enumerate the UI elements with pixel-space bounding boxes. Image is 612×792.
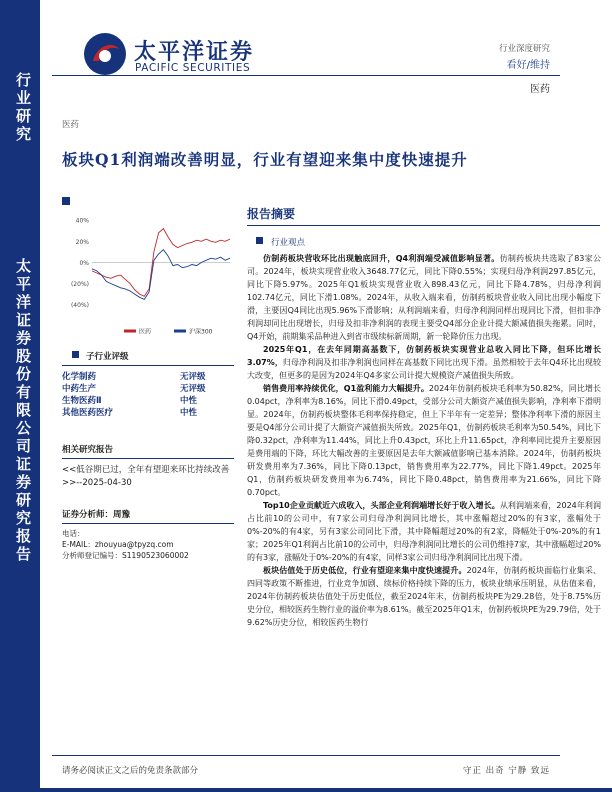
legend-swatch <box>174 330 186 333</box>
analyst-email[interactable]: E-MAIL：zhouyua@tpyzq.com <box>62 540 174 549</box>
paragraph-lead: 板块估值处于历史低位，行业有望迎来集中度快速提升。 <box>263 566 467 575</box>
ratings-table <box>62 371 234 419</box>
table-row <box>62 371 234 383</box>
company-logo <box>82 31 272 77</box>
legend-label: 沪深300 <box>189 328 213 336</box>
summary-body <box>247 252 601 629</box>
summary-heading: 报告摘要 <box>247 207 296 221</box>
table-row <box>62 407 234 419</box>
y-tick-label: 20% <box>75 238 89 246</box>
subsector-rating: 中性 <box>180 396 198 406</box>
footer-divider <box>52 755 560 756</box>
analyst-info <box>62 528 234 561</box>
paragraph-lead: 仿制药板块营收环比出现触底回升，Q4利润端受减值影响显著。 <box>263 254 500 263</box>
paragraph-lead: 2025年Q1，在去年同期高基数下，仿制药板块实现营业总收入同比下降，但环比增长3.07%， <box>247 345 601 367</box>
chart-marker-icon <box>62 197 70 205</box>
logo-en: PACIFIC SECURITIES <box>135 62 251 74</box>
y-tick-label: 40% <box>75 217 89 225</box>
paragraph-text: 仿制药板块共选取了83家公司。2024年，板块实现营业收入3648.77亿元，同比下降0.55%；实现归母净利润297.85亿元，同比下降5.97%。2025年Q1板块实现营业收入898.43亿元，同比下降4.78%，归母净利润102.74亿元，同比下滑1.08%。2024年，从收入端来看，仿制药板块营业收入同比出现小幅度下滑，主要因Q4同比出现5.96%下滑影响；从利润端来看，归母净利润同样出现同比下滑，但扣非净利润却同比出现增长，归母及扣非净利润的表现主要受Q4部分企业计提大额减值损失拖累。同时，Q4开始，前期集采品种进入到省市级续标新周期，新一轮降价压力出现。 <box>247 254 601 341</box>
legend-label: 医药 <box>139 328 152 336</box>
footer-disclaimer: 请务必阅读正文之后的免责条款部分 <box>62 766 199 776</box>
industry-rating: 看好/维持 <box>506 60 550 71</box>
legend-swatch <box>124 330 136 333</box>
section-square-icon <box>256 237 263 244</box>
summary-paragraph <box>247 252 601 343</box>
subsector-name: 生物医药Ⅱ <box>62 396 102 406</box>
paragraph-text: 从利润端来看，2024年利润占比前10的公司中，有7家公司归母净利润同比增长，其中涨幅超过20%的有3家，涨幅处于0%-20%的有4家，另有3家公司同比下滑，其中降幅超过20%的有2家，降幅处于0%-20%的有1家；2025年Q1利润占比前10的公司中，归母净利润同比增长的公司仍维持7家，其中涨幅超过20%的有3家，涨幅处于0%-20%的有4家，同样3家公司归母净利润同比出现下滑。 <box>247 501 601 562</box>
subsector-rating: 无评级 <box>180 384 206 394</box>
analyst-phone: 电话： <box>62 529 85 538</box>
analyst-heading: 证券分析师：周豫 <box>62 510 131 520</box>
report-type: 行业深度研究 <box>498 44 550 54</box>
subsector-name: 其他医药医疗 <box>62 408 114 418</box>
section-square-icon <box>72 351 79 358</box>
header-sector: 医药 <box>530 84 550 95</box>
series-line-1 <box>92 250 230 300</box>
summary-paragraph <box>247 564 601 629</box>
analyst-license: 分析师登记编号：S1190523060002 <box>62 551 189 560</box>
analyst-divider <box>62 523 234 524</box>
y-tick-label: 0% <box>79 259 89 267</box>
subsector-rating: 中性 <box>180 408 198 418</box>
related-report-link[interactable]: <<低谷期已过，全年有望迎来环比持续改善>>--2025-04-30 <box>62 465 230 488</box>
summary-divider <box>247 225 600 226</box>
footer-motto: 守正 出奇 宁静 致远 <box>462 766 550 776</box>
view-heading: 行业观点 <box>271 238 306 248</box>
summary-paragraph <box>247 382 601 499</box>
paragraph-lead: 销售费用率持续优化，Q1盈利能力大幅提升。 <box>263 384 429 393</box>
sector-label: 医药 <box>62 120 80 130</box>
y-tick-label: (20%) <box>70 281 89 289</box>
sidebar-bottom-text: 太平洋证券股份有限公司证券研究报告 <box>14 258 32 564</box>
subsector-name: 化学制药 <box>62 372 97 382</box>
footer-bar <box>0 788 612 792</box>
paragraph-text: 2024年，仿制药板块面临行业集采、四同等政策不断推进，行业竞争加剧、续标价格持续下降的压力，板块业绩承压明显，从估值来看，2024年仿制药板块估值处于历史低位，截至2024年末，仿制药板块PE为29.28倍，处于8.75%历史分位，相较医药生物行业的溢价率为8.61%。截至2025年Q1末，仿制药板块PE为29.79倍，处于9.62%历史分位，相较医药生物行 <box>247 566 602 627</box>
y-tick-label: (40%) <box>70 302 89 310</box>
sidebar <box>0 0 40 792</box>
summary-paragraph <box>247 343 601 382</box>
subsector-name: 中药生产 <box>62 384 97 394</box>
ratings-divider <box>62 365 234 366</box>
performance-chart <box>62 210 234 345</box>
paragraph-text: 2024年仿制药板块毛利率为50.82%，同比增长0.04pct，净利率为8.16%，同比下滑0.49pct，受部分公司大额资产减值损失影响，净利率下滑明显。2024年，仿制药板块整体毛利率保持稳定，但上下半年有一定差异；整体净利率下滑的原因主要是Q4部分公司计提了大额资产减值损失所致。2025年Q1，仿制药板块毛利率为50.54%，同比下降0.32pct，净利率为11.44%，同比上升0.43pct，环比上升11.65pct，净利率同比提升主要原因是费用端的下降，环比大幅改善的主要原因是去年大额减值影响已基本消除。2024年，仿制药板块研发费用率为7.36%，同比下降0.13pct，销售费用率为22.77%，同比下降1.49pct。2025年Q1，仿制药板块研发费用率为6.74%，同比下降0.48pct，销售费用率为21.66%，同比下降0.70pct。 <box>247 384 601 497</box>
logo-cn: 太平洋证券 <box>134 40 255 65</box>
table-row <box>62 383 234 395</box>
table-row <box>62 395 234 407</box>
paragraph-lead: Top10企业贡献近六成收入，头部企业利润端增长好于收入增长。 <box>263 501 500 510</box>
related-divider <box>62 458 234 459</box>
logo-mark-icon <box>82 31 128 77</box>
summary-paragraph <box>247 499 601 564</box>
sidebar-top-text: 行业研究 <box>14 72 32 144</box>
header-divider <box>52 75 560 76</box>
ratings-heading: 子行业评级 <box>86 352 129 362</box>
related-heading: 相关研究报告 <box>62 445 114 455</box>
paragraph-text: 归母净利润及扣非净利润也同样在高基数下同比出现下滑。虽然相较于去年Q4环比出现较大改变，但更多的是因为2024年Q4多家公司计提大规模资产减值损失所致。 <box>247 358 601 380</box>
subsector-rating: 无评级 <box>180 372 206 382</box>
page-title: 板块Q1利润端改善明显，行业有望迎来集中度快速提升 <box>62 150 468 169</box>
